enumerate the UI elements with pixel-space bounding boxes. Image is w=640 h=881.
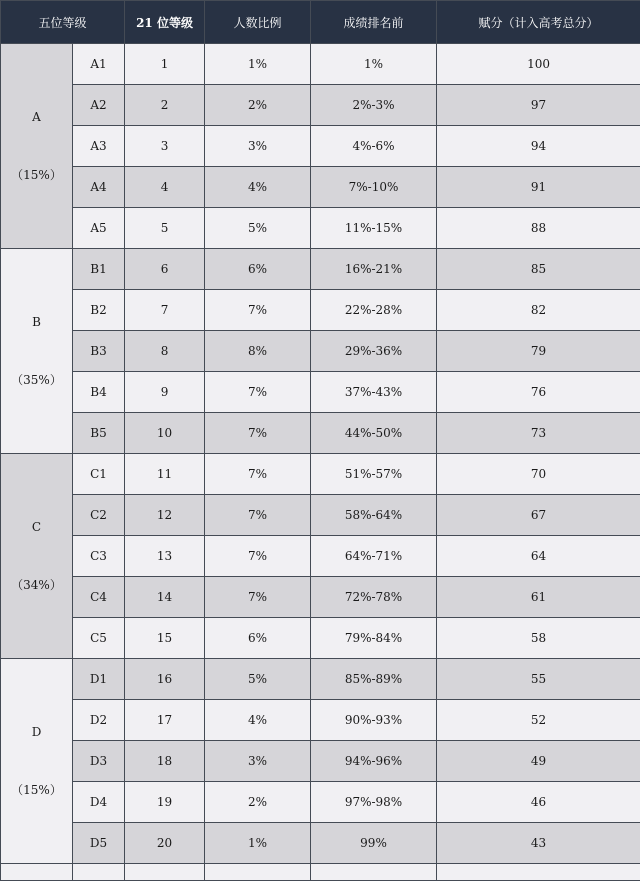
cell-sub: C1 xyxy=(73,454,125,495)
cell-rank: 4 xyxy=(125,167,205,208)
grade-percent: （34%） xyxy=(1,578,72,592)
cell-empty xyxy=(205,864,311,881)
table-row xyxy=(1,782,640,823)
cell-score: 43 xyxy=(437,823,640,864)
table-row xyxy=(1,823,640,864)
cell-range: 37%-43% xyxy=(311,372,437,413)
cell-rank: 16 xyxy=(125,659,205,700)
cell-sub: D3 xyxy=(73,741,125,782)
cell-range: 11%-15% xyxy=(311,208,437,249)
cell-score: 52 xyxy=(437,700,640,741)
cell-sub: A3 xyxy=(73,126,125,167)
cell-range: 64%-71% xyxy=(311,536,437,577)
cell-range: 99% xyxy=(311,823,437,864)
header-21-level: 21 位等级 xyxy=(125,1,205,44)
cell-score: 79 xyxy=(437,331,640,372)
table-row xyxy=(1,44,640,85)
cell-ratio: 3% xyxy=(205,741,311,782)
table-row xyxy=(1,249,640,290)
table-row xyxy=(1,495,640,536)
table-row xyxy=(1,413,640,454)
table-row xyxy=(1,290,640,331)
five-level-grade-cell xyxy=(1,249,73,454)
cell-rank: 14 xyxy=(125,577,205,618)
grade-percent: （15%） xyxy=(1,783,72,797)
header-rank-range: 成绩排名前 xyxy=(311,1,437,44)
cell-score: 64 xyxy=(437,536,640,577)
grade-letter: B xyxy=(1,315,72,329)
table-row xyxy=(1,167,640,208)
cell-sub: C2 xyxy=(73,495,125,536)
cell-rank: 10 xyxy=(125,413,205,454)
cell-ratio: 7% xyxy=(205,290,311,331)
cell-range: 7%-10% xyxy=(311,167,437,208)
table-body xyxy=(1,44,640,881)
table-row xyxy=(1,577,640,618)
table-row xyxy=(1,659,640,700)
grade-percent: （15%） xyxy=(1,168,72,182)
cell-sub: A2 xyxy=(73,85,125,126)
cell-range: 97%-98% xyxy=(311,782,437,823)
cell-ratio: 5% xyxy=(205,208,311,249)
cell-sub: B3 xyxy=(73,331,125,372)
cell-range: 4%-6% xyxy=(311,126,437,167)
cell-ratio: 7% xyxy=(205,413,311,454)
cell-range: 29%-36% xyxy=(311,331,437,372)
cell-rank: 1 xyxy=(125,44,205,85)
cell-range: 90%-93% xyxy=(311,700,437,741)
cell-score: 94 xyxy=(437,126,640,167)
table-row xyxy=(1,372,640,413)
cell-ratio: 7% xyxy=(205,577,311,618)
cell-score: 70 xyxy=(437,454,640,495)
table-row xyxy=(1,126,640,167)
cell-ratio: 7% xyxy=(205,372,311,413)
cell-empty xyxy=(1,864,73,881)
cell-sub: D5 xyxy=(73,823,125,864)
header-row xyxy=(1,1,640,44)
cell-ratio: 8% xyxy=(205,331,311,372)
cell-sub: D4 xyxy=(73,782,125,823)
cell-range: 16%-21% xyxy=(311,249,437,290)
cell-ratio: 4% xyxy=(205,700,311,741)
cell-rank: 8 xyxy=(125,331,205,372)
cell-sub: D1 xyxy=(73,659,125,700)
cell-score: 46 xyxy=(437,782,640,823)
cell-range: 85%-89% xyxy=(311,659,437,700)
cell-ratio: 6% xyxy=(205,618,311,659)
five-level-grade-cell xyxy=(1,454,73,659)
cell-range: 51%-57% xyxy=(311,454,437,495)
cell-rank: 18 xyxy=(125,741,205,782)
cell-score: 85 xyxy=(437,249,640,290)
cell-score: 82 xyxy=(437,290,640,331)
cell-sub: B4 xyxy=(73,372,125,413)
cell-sub: A4 xyxy=(73,167,125,208)
cell-rank: 17 xyxy=(125,700,205,741)
cell-sub: C5 xyxy=(73,618,125,659)
cell-rank: 9 xyxy=(125,372,205,413)
header-five-level: 五位等级 xyxy=(1,1,125,44)
table-row xyxy=(1,741,640,782)
cell-range: 44%-50% xyxy=(311,413,437,454)
grade-letter: A xyxy=(1,110,72,124)
cell-score: 61 xyxy=(437,577,640,618)
cell-range: 1% xyxy=(311,44,437,85)
table-row xyxy=(1,208,640,249)
cell-sub: B1 xyxy=(73,249,125,290)
cell-ratio: 2% xyxy=(205,85,311,126)
table-row xyxy=(1,618,640,659)
cell-range: 72%-78% xyxy=(311,577,437,618)
cell-ratio: 5% xyxy=(205,659,311,700)
table-row-partial xyxy=(1,864,640,881)
cell-ratio: 7% xyxy=(205,454,311,495)
cell-ratio: 1% xyxy=(205,823,311,864)
cell-ratio: 4% xyxy=(205,167,311,208)
five-level-grade-cell xyxy=(1,659,73,864)
cell-ratio: 6% xyxy=(205,249,311,290)
cell-rank: 12 xyxy=(125,495,205,536)
cell-score: 58 xyxy=(437,618,640,659)
cell-sub: B2 xyxy=(73,290,125,331)
header-score: 赋分（计入高考总分） xyxy=(437,1,640,44)
cell-sub: C3 xyxy=(73,536,125,577)
table-row xyxy=(1,536,640,577)
cell-empty xyxy=(125,864,205,881)
cell-ratio: 7% xyxy=(205,495,311,536)
cell-rank: 19 xyxy=(125,782,205,823)
cell-ratio: 7% xyxy=(205,536,311,577)
table-row xyxy=(1,331,640,372)
cell-score: 91 xyxy=(437,167,640,208)
cell-empty xyxy=(437,864,640,881)
cell-ratio: 3% xyxy=(205,126,311,167)
five-level-grade-cell xyxy=(1,44,73,249)
grade-letter: C xyxy=(1,520,72,534)
cell-rank: 2 xyxy=(125,85,205,126)
cell-empty xyxy=(311,864,437,881)
header-ratio: 人数比例 xyxy=(205,1,311,44)
cell-range: 79%-84% xyxy=(311,618,437,659)
grade-letter: D xyxy=(1,725,72,739)
cell-rank: 7 xyxy=(125,290,205,331)
cell-sub: A1 xyxy=(73,44,125,85)
cell-ratio: 1% xyxy=(205,44,311,85)
cell-rank: 5 xyxy=(125,208,205,249)
cell-score: 73 xyxy=(437,413,640,454)
cell-score: 49 xyxy=(437,741,640,782)
cell-rank: 15 xyxy=(125,618,205,659)
cell-range: 2%-3% xyxy=(311,85,437,126)
cell-empty xyxy=(73,864,125,881)
cell-score: 97 xyxy=(437,85,640,126)
cell-range: 94%-96% xyxy=(311,741,437,782)
cell-score: 76 xyxy=(437,372,640,413)
cell-ratio: 2% xyxy=(205,782,311,823)
cell-sub: C4 xyxy=(73,577,125,618)
cell-score: 67 xyxy=(437,495,640,536)
cell-rank: 6 xyxy=(125,249,205,290)
cell-range: 22%-28% xyxy=(311,290,437,331)
cell-sub: B5 xyxy=(73,413,125,454)
cell-rank: 20 xyxy=(125,823,205,864)
cell-rank: 13 xyxy=(125,536,205,577)
grade-percent: （35%） xyxy=(1,373,72,387)
cell-rank: 11 xyxy=(125,454,205,495)
cell-score: 55 xyxy=(437,659,640,700)
table-row xyxy=(1,700,640,741)
cell-score: 88 xyxy=(437,208,640,249)
cell-range: 58%-64% xyxy=(311,495,437,536)
table-row xyxy=(1,85,640,126)
cell-score: 100 xyxy=(437,44,640,85)
table-row xyxy=(1,454,640,495)
cell-sub: A5 xyxy=(73,208,125,249)
cell-sub: D2 xyxy=(73,700,125,741)
cell-rank: 3 xyxy=(125,126,205,167)
